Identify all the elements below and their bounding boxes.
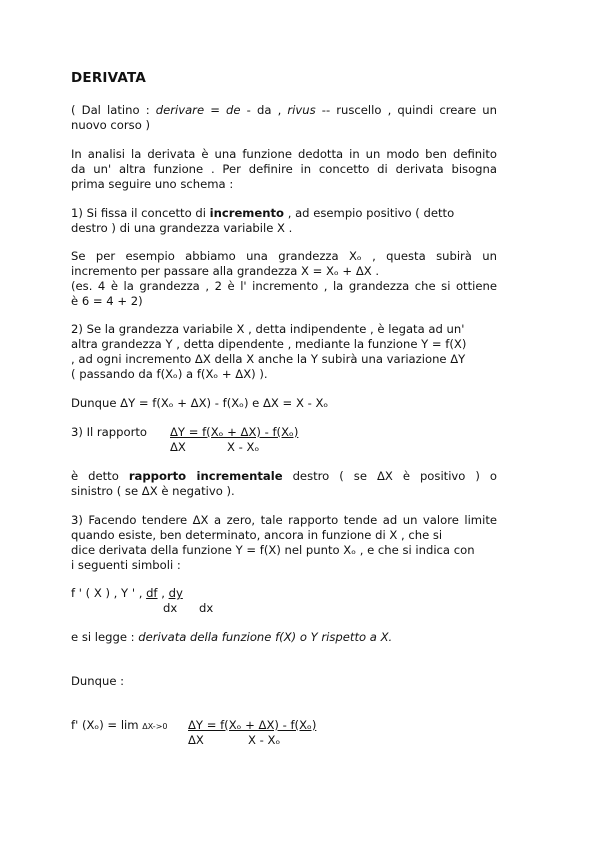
example-line-4: è 6 = 4 + 2) [71,294,143,308]
ratio-paragraph [71,469,497,499]
step1-line-2: destro ) di una grandezza variabile X . [71,221,293,235]
symbols-dy: dy [168,586,183,600]
step3a-denominator-x: X - Xₒ [227,440,260,454]
symbols-df: df [146,586,158,600]
step1-paragraph [71,206,497,236]
ratio-line-1 [71,469,497,484]
limit-text: f' (Xₒ) = lim [71,718,143,732]
symbols-dx-2: dx [199,601,214,615]
step1-bold: incremento [209,206,285,220]
para1-line-3: prima seguire uno schema : [71,177,234,191]
page-title: DERIVATA [71,70,146,86]
dunque-heading: Dunque : [71,674,125,688]
ratio-text-b: destro ( se ΔX è positivo ) o [282,469,497,483]
step2-line-4: ( passando da f(Xₒ) a f(Xₒ + ΔX) ). [71,367,268,381]
step3b-line-4: i seguenti simboli : [71,558,181,572]
ratio-bold: rapporto incrementale [128,469,283,483]
para1-line-2: da un' altra funzione . Per definire in concetto di derivata bisogna [71,162,497,176]
example-line-3: (es. 4 è la grandezza , 2 è l' incremento , la grandezza che si ottiene [71,279,497,293]
step3a-numerator: ΔY = f(Xₒ + ΔX) - f(Xₒ) [170,425,299,439]
step1-text-b: , ad esempio positivo ( detto [284,206,455,220]
step3b-line-3: dice derivata della funzione Y = f(X) nel punto Xₒ , e che si indica con [71,543,475,557]
step2-paragraph [71,322,497,382]
step2-line-3: , ad ogni incremento ΔX della X anche la Y subirà una variazione ΔY [71,352,466,366]
example-paragraph [71,249,497,309]
intro-line-2: nuovo corso ) [71,118,151,132]
symbols-dx-1: dx [163,601,178,615]
limit-formula [71,718,167,734]
step3b-paragraph [71,513,497,573]
reading-line [71,630,392,645]
symbols-line [71,586,183,601]
example-line-1: Se per esempio abbiamo una grandezza Xₒ , questa subirà un [71,249,497,263]
limit-numerator: ΔY = f(Xₒ + ΔX) - f(Xₒ) [188,718,317,732]
dunque-formula: Dunque ΔY = f(Xₒ + ΔX) - f(Xₒ) e ΔX = X - Xₒ [71,396,329,410]
symbols-sep: , [157,586,169,600]
para1-line-1: In analisi la derivata è una funzione dedotta in un modo ben definito [71,147,497,161]
step1-line-1 [71,206,497,221]
step1-text-a: 1) Si fissa il concetto di [71,206,210,220]
intro-text-2: - da , [240,103,288,117]
symbols-text: f ' ( X ) , Y ' , [71,586,147,600]
intro-line-1 [71,103,497,118]
step3a-label: 3) Il rapporto [71,425,147,439]
definition-paragraph [71,147,497,192]
ratio-text-a: è detto [71,469,129,483]
step2-line-1: 2) Se la grandezza variabile X , detta indipendente , è legata ad un' [71,322,465,336]
step3b-line-2: quando esiste, ben determinato, ancora in funzione di X , che si [71,528,443,542]
step3b-line-1: 3) Facendo tendere ΔX a zero, tale rapporto tende ad un valore limite [71,513,497,527]
step2-line-2: altra grandezza Y , detta dipendente , mediante la funzione Y = f(X) [71,337,467,351]
limit-denominator-dx: ΔX [188,733,204,747]
intro-text-3: -- ruscello , quindi creare un [315,103,497,117]
intro-derivare: derivare = de [155,103,241,117]
intro-paragraph [71,103,497,133]
step3a-denominator-dx: ΔX [170,440,186,454]
intro-rivus: rivus [287,103,316,117]
limit-subscript: ΔX->0 [142,722,168,731]
intro-text-1: ( Dal latino : [71,103,156,117]
reading-text: e si legge : [71,630,139,644]
example-line-2: incremento per passare alla grandezza X = Xₒ + ΔX . [71,264,380,278]
reading-italic: derivata della funzione f(X) o Y rispetto a X. [138,630,393,644]
ratio-line-2: sinistro ( se ΔX è negativo ). [71,484,235,498]
limit-denominator-x: X - Xₒ [248,733,281,747]
